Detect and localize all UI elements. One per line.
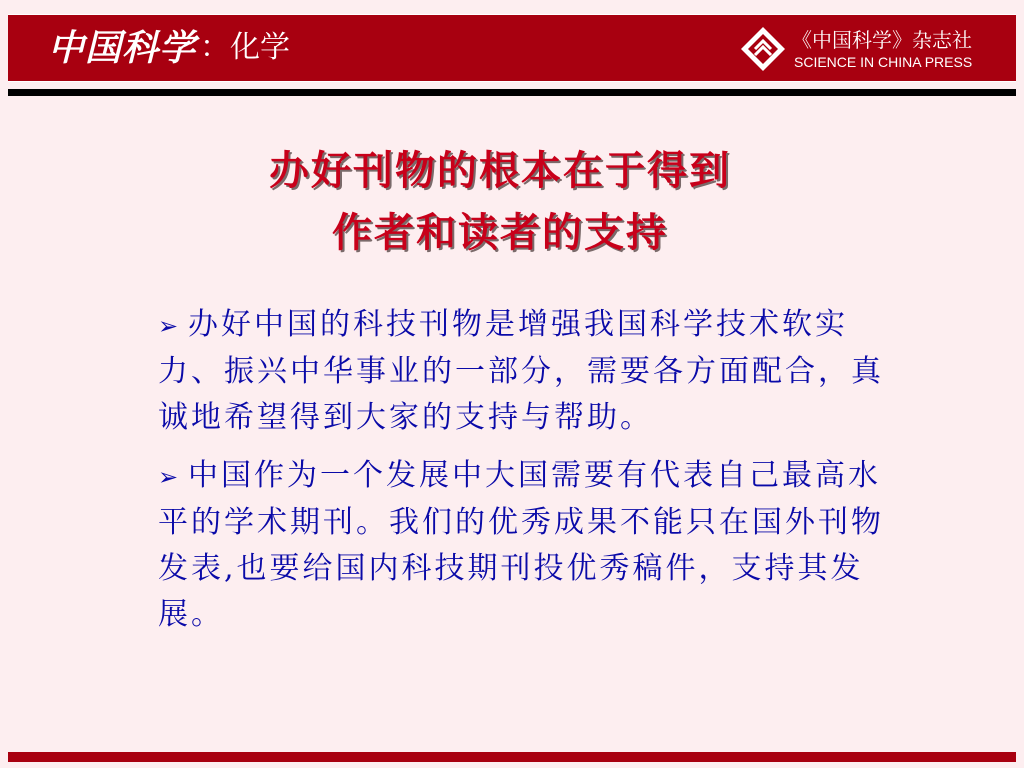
title-line-2: 作者和读者的支持 — [332, 209, 668, 256]
diamond-logo-icon — [740, 26, 786, 72]
bullet-text: 中国作为一个发展中大国需要有代表自己最高水平的学术期刊。我们的优秀成果不能只在国外刊物发表,也要给国内科技期刊投优秀稿件，支持其发展。 — [158, 458, 884, 632]
bullet-item — [158, 453, 888, 638]
publisher-name-en: SCIENCE IN CHINA PRESS — [794, 54, 973, 70]
footer-bar — [8, 752, 1016, 762]
bullet-list — [158, 302, 888, 650]
publisher-name-cn: 《中国科学》杂志社 — [792, 28, 972, 52]
header-divider — [8, 89, 1016, 96]
bullet-text: 办好中国的科技刊物是增强我国科学技术软实力、振兴中华事业的一部分，需要各方面配合，真诚地希望得到大家的支持与帮助。 — [158, 307, 884, 435]
slide-title — [100, 140, 900, 264]
title-line-1: 办好刊物的根本在于得到 — [269, 147, 731, 194]
arrow-bullet-icon: ➢ — [158, 312, 182, 340]
arrow-bullet-icon: ➢ — [158, 463, 182, 491]
bullet-item — [158, 302, 888, 441]
brand-logo: 中国科学 — [48, 27, 197, 69]
section-label: ：化学 — [200, 30, 290, 65]
